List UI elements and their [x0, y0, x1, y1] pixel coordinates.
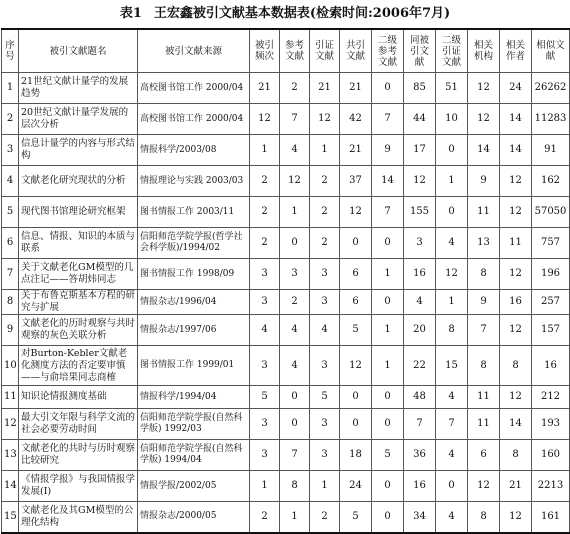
cell-related-institutions: 11	[468, 386, 500, 409]
cell-co-citation: 7	[404, 409, 436, 440]
cell-similar-docs: 91	[532, 135, 570, 166]
cell-no: 7	[2, 259, 19, 290]
cell-co-cited: 0	[340, 228, 372, 259]
table-caption	[0, 2, 570, 26]
cell-co-citation: 16	[404, 259, 436, 290]
cell-cited-freq: 2	[250, 197, 280, 228]
cell-citing-docs: 4	[310, 315, 340, 346]
col-header-co-cited: 共引文献	[340, 29, 372, 73]
cell-similar-docs: 16	[532, 346, 570, 386]
cell-co-cited: 24	[340, 471, 372, 502]
cell-related-authors: 12	[500, 197, 532, 228]
table-number: 表1	[119, 6, 142, 21]
cell-title: 最大引文年限与科学文流的社会必要劳动时间	[19, 409, 138, 440]
cell-citing-docs: 3	[310, 440, 340, 471]
cell-source: 高校图书馆工作 2000/04	[138, 73, 250, 104]
cell-related-authors: 16	[500, 290, 532, 315]
cell-references: 3	[280, 259, 310, 290]
cell-title: 知识论情报测度基础	[19, 386, 138, 409]
cell-references: 0	[280, 228, 310, 259]
cell-secondary-refs: 0	[372, 409, 404, 440]
cell-secondary-citing: 51	[436, 73, 468, 104]
cell-title: 信息计量学的内容与形式结构	[19, 135, 138, 166]
cell-citing-docs: 2	[310, 197, 340, 228]
table-row	[2, 440, 570, 471]
cell-references: 1	[280, 197, 310, 228]
cell-related-institutions: 11	[468, 409, 500, 440]
cell-co-citation: 17	[404, 135, 436, 166]
table-body	[2, 73, 570, 533]
cell-related-institutions: 11	[468, 197, 500, 228]
cell-related-institutions: 14	[468, 135, 500, 166]
cell-references: 0	[280, 386, 310, 409]
cell-similar-docs: 193	[532, 409, 570, 440]
cell-source: 图书情报工作 2003/11	[138, 197, 250, 228]
cell-secondary-refs: 7	[372, 197, 404, 228]
cell-cited-freq: 1	[250, 135, 280, 166]
cell-references: 2	[280, 73, 310, 104]
cell-related-authors: 12	[500, 259, 532, 290]
cell-co-cited: 6	[340, 259, 372, 290]
cell-citing-docs: 3	[310, 409, 340, 440]
cell-co-citation: 44	[404, 104, 436, 135]
cell-secondary-citing: 4	[436, 228, 468, 259]
cell-secondary-citing: 0	[436, 135, 468, 166]
cell-cited-freq: 1	[250, 471, 280, 502]
cell-title: 关于文献老化GM模型的几点注记——答胡炜同志	[19, 259, 138, 290]
cell-citing-docs: 3	[310, 346, 340, 386]
cell-source: 情报学报/2002/05	[138, 471, 250, 502]
citation-data-table	[1, 28, 570, 534]
cell-source: 情报科学/2003/08	[138, 135, 250, 166]
cell-secondary-refs: 0	[372, 386, 404, 409]
table-row	[2, 315, 570, 346]
cell-references: 7	[280, 440, 310, 471]
cell-similar-docs: 157	[532, 315, 570, 346]
cell-cited-freq: 2	[250, 228, 280, 259]
cell-co-cited: 21	[340, 135, 372, 166]
cell-secondary-refs: 0	[372, 73, 404, 104]
cell-references: 12	[280, 166, 310, 197]
cell-co-cited: 42	[340, 104, 372, 135]
cell-related-institutions: 12	[468, 471, 500, 502]
cell-source: 信阳师范学院学报(哲学社会科学版)/1994/02	[138, 228, 250, 259]
col-header-secondary-citing: 二级引证文献	[436, 29, 468, 73]
cell-references: 2	[280, 290, 310, 315]
cell-similar-docs: 757	[532, 228, 570, 259]
table-row	[2, 386, 570, 409]
cell-similar-docs: 26262	[532, 73, 570, 104]
col-header-related-authors: 相关作者	[500, 29, 532, 73]
cell-secondary-citing: 8	[436, 315, 468, 346]
col-header-related-institutions: 相关机构	[468, 29, 500, 73]
cell-no: 5	[2, 197, 19, 228]
cell-citing-docs: 3	[310, 290, 340, 315]
col-header-co-citation: 同被引文献	[404, 29, 436, 73]
cell-similar-docs: 212	[532, 386, 570, 409]
cell-references: 1	[280, 502, 310, 533]
cell-title: 对Burton-Kebler文献老化测度方法的否定要审慎——与俞培果同志商榷	[19, 346, 138, 386]
cell-related-authors: 12	[500, 502, 532, 533]
cell-secondary-citing: 0	[436, 197, 468, 228]
cell-co-citation: 36	[404, 440, 436, 471]
table-row	[2, 471, 570, 502]
cell-co-citation: 34	[404, 502, 436, 533]
cell-no: 1	[2, 73, 19, 104]
cell-title: 文献老化及其GM模型的公理化结构	[19, 502, 138, 533]
cell-source: 情报理论与实践 2003/03	[138, 166, 250, 197]
cell-secondary-refs: 5	[372, 440, 404, 471]
cell-no: 3	[2, 135, 19, 166]
cell-secondary-refs: 0	[372, 502, 404, 533]
cell-source: 图书情报工作 1999/01	[138, 346, 250, 386]
cell-secondary-citing: 1	[436, 166, 468, 197]
cell-secondary-citing: 1	[436, 290, 468, 315]
table-row	[2, 290, 570, 315]
table-title: 王宏鑫被引文献基本数据表(检索时间:2006年7月)	[153, 6, 451, 21]
cell-no: 13	[2, 440, 19, 471]
cell-references: 4	[280, 135, 310, 166]
cell-co-citation: 12	[404, 166, 436, 197]
cell-co-citation: 20	[404, 315, 436, 346]
cell-secondary-refs: 9	[372, 135, 404, 166]
cell-related-authors: 14	[500, 135, 532, 166]
cell-no: 4	[2, 166, 19, 197]
cell-related-institutions: 8	[468, 346, 500, 386]
cell-related-authors: 21	[500, 471, 532, 502]
cell-secondary-refs: 0	[372, 228, 404, 259]
cell-similar-docs: 257	[532, 290, 570, 315]
cell-secondary-citing: 7	[436, 409, 468, 440]
cell-citing-docs: 1	[310, 135, 340, 166]
cell-no: 15	[2, 502, 19, 533]
cell-source: 情报杂志/1996/04	[138, 290, 250, 315]
cell-cited-freq: 3	[250, 259, 280, 290]
cell-no: 8	[2, 290, 19, 315]
cell-references: 4	[280, 346, 310, 386]
table-row	[2, 346, 570, 386]
cell-similar-docs: 2213	[532, 471, 570, 502]
cell-no: 9	[2, 315, 19, 346]
cell-secondary-citing: 0	[436, 471, 468, 502]
col-header-secondary-refs: 二级参考文献	[372, 29, 404, 73]
cell-co-cited: 0	[340, 409, 372, 440]
cell-secondary-citing: 4	[436, 386, 468, 409]
cell-citing-docs: 1	[310, 471, 340, 502]
cell-co-citation: 48	[404, 386, 436, 409]
cell-related-institutions: 6	[468, 440, 500, 471]
cell-no: 14	[2, 471, 19, 502]
col-header-source: 被引文献来源	[138, 29, 250, 73]
cell-secondary-refs: 0	[372, 471, 404, 502]
cell-citing-docs: 5	[310, 386, 340, 409]
cell-title: 文献老化研究现状的分析	[19, 166, 138, 197]
cell-related-institutions: 12	[468, 73, 500, 104]
cell-cited-freq: 3	[250, 440, 280, 471]
table-row	[2, 166, 570, 197]
cell-references: 8	[280, 471, 310, 502]
cell-secondary-citing: 12	[436, 259, 468, 290]
cell-secondary-citing: 10	[436, 104, 468, 135]
cell-no: 10	[2, 346, 19, 386]
cell-references: 4	[280, 315, 310, 346]
cell-citing-docs: 3	[310, 259, 340, 290]
cell-source: 信阳师范学院学报(自然科学版) 1994/04	[138, 440, 250, 471]
table-row	[2, 135, 570, 166]
cell-related-institutions: 8	[468, 502, 500, 533]
cell-co-citation: 22	[404, 346, 436, 386]
cell-co-citation: 155	[404, 197, 436, 228]
cell-no: 12	[2, 409, 19, 440]
cell-references: 7	[280, 104, 310, 135]
cell-cited-freq: 2	[250, 502, 280, 533]
cell-citing-docs: 2	[310, 166, 340, 197]
cell-citing-docs: 12	[310, 104, 340, 135]
table-row	[2, 104, 570, 135]
cell-title: 《情报学报》与我国情报学发展(Ⅰ)	[19, 471, 138, 502]
cell-references: 0	[280, 409, 310, 440]
cell-co-citation: 16	[404, 471, 436, 502]
cell-source: 信阳师范学院学报(自然科学版) 1992/03	[138, 409, 250, 440]
cell-related-authors: 8	[500, 440, 532, 471]
header-row	[2, 29, 570, 73]
cell-related-authors: 12	[500, 315, 532, 346]
cell-co-citation: 3	[404, 228, 436, 259]
cell-source: 情报杂志/1997/06	[138, 315, 250, 346]
table-row	[2, 409, 570, 440]
cell-co-cited: 12	[340, 197, 372, 228]
cell-cited-freq: 4	[250, 315, 280, 346]
cell-title: 现代图书馆理论研究框架	[19, 197, 138, 228]
cell-cited-freq: 2	[250, 166, 280, 197]
table-row	[2, 502, 570, 533]
cell-secondary-refs: 0	[372, 290, 404, 315]
cell-co-cited: 12	[340, 346, 372, 386]
cell-secondary-refs: 7	[372, 104, 404, 135]
cell-related-authors: 12	[500, 166, 532, 197]
cell-related-authors: 8	[500, 346, 532, 386]
cell-cited-freq: 5	[250, 386, 280, 409]
cell-related-authors: 14	[500, 104, 532, 135]
cell-co-cited: 37	[340, 166, 372, 197]
cell-co-cited: 0	[340, 386, 372, 409]
cell-secondary-citing: 15	[436, 346, 468, 386]
cell-co-cited: 21	[340, 73, 372, 104]
cell-related-authors: 12	[500, 386, 532, 409]
cell-cited-freq: 3	[250, 290, 280, 315]
cell-co-cited: 6	[340, 290, 372, 315]
cell-title: 文献老化的历时观察与共时观察的灰色关联分析	[19, 315, 138, 346]
cell-title: 21世纪文献计量学的发展趋势	[19, 73, 138, 104]
cell-secondary-refs: 1	[372, 259, 404, 290]
cell-related-institutions: 8	[468, 259, 500, 290]
cell-similar-docs: 162	[532, 166, 570, 197]
cell-secondary-refs: 1	[372, 315, 404, 346]
cell-source: 情报科学/1994/04	[138, 386, 250, 409]
cell-similar-docs: 161	[532, 502, 570, 533]
table-row	[2, 73, 570, 104]
cell-cited-freq: 12	[250, 104, 280, 135]
col-header-title: 被引文献题名	[19, 29, 138, 73]
col-header-references: 参考文献	[280, 29, 310, 73]
col-header-cited-freq: 被引频次	[250, 29, 280, 73]
cell-similar-docs: 57050	[532, 197, 570, 228]
cell-related-institutions: 9	[468, 290, 500, 315]
cell-secondary-refs: 1	[372, 346, 404, 386]
cell-no: 6	[2, 228, 19, 259]
cell-similar-docs: 196	[532, 259, 570, 290]
cell-secondary-refs: 14	[372, 166, 404, 197]
cell-citing-docs: 2	[310, 502, 340, 533]
cell-source: 情报杂志/2000/05	[138, 502, 250, 533]
cell-co-cited: 5	[340, 502, 372, 533]
cell-secondary-citing: 4	[436, 502, 468, 533]
col-header-similar-docs: 相似文献	[532, 29, 570, 73]
col-header-citing-docs: 引证文献	[310, 29, 340, 73]
cell-title: 文献老化的共时与历时观察比较研究	[19, 440, 138, 471]
cell-co-citation: 85	[404, 73, 436, 104]
cell-related-authors: 24	[500, 73, 532, 104]
cell-title: 信息、情报、知识的本质与联系	[19, 228, 138, 259]
cell-co-cited: 5	[340, 315, 372, 346]
cell-related-institutions: 12	[468, 104, 500, 135]
cell-similar-docs: 160	[532, 440, 570, 471]
col-header-no: 序号	[2, 29, 19, 73]
cell-related-institutions: 9	[468, 166, 500, 197]
cell-related-authors: 11	[500, 228, 532, 259]
cell-secondary-citing: 4	[436, 440, 468, 471]
table-row	[2, 259, 570, 290]
cell-title: 关于布鲁克斯基本方程的研究与扩展	[19, 290, 138, 315]
cell-title: 20世纪文献计量学发展的层次分析	[19, 104, 138, 135]
cell-cited-freq: 3	[250, 346, 280, 386]
cell-source: 高校图书馆工作 2000/04	[138, 104, 250, 135]
cell-source: 图书情报工作 1998/09	[138, 259, 250, 290]
cell-citing-docs: 21	[310, 73, 340, 104]
cell-co-citation: 4	[404, 290, 436, 315]
cell-no: 2	[2, 104, 19, 135]
cell-similar-docs: 11283	[532, 104, 570, 135]
cell-cited-freq: 21	[250, 73, 280, 104]
cell-related-institutions: 7	[468, 315, 500, 346]
cell-co-cited: 18	[340, 440, 372, 471]
table-row	[2, 197, 570, 228]
cell-related-authors: 14	[500, 409, 532, 440]
cell-related-institutions: 13	[468, 228, 500, 259]
cell-cited-freq: 3	[250, 409, 280, 440]
table-row	[2, 228, 570, 259]
cell-no: 11	[2, 386, 19, 409]
cell-citing-docs: 2	[310, 228, 340, 259]
